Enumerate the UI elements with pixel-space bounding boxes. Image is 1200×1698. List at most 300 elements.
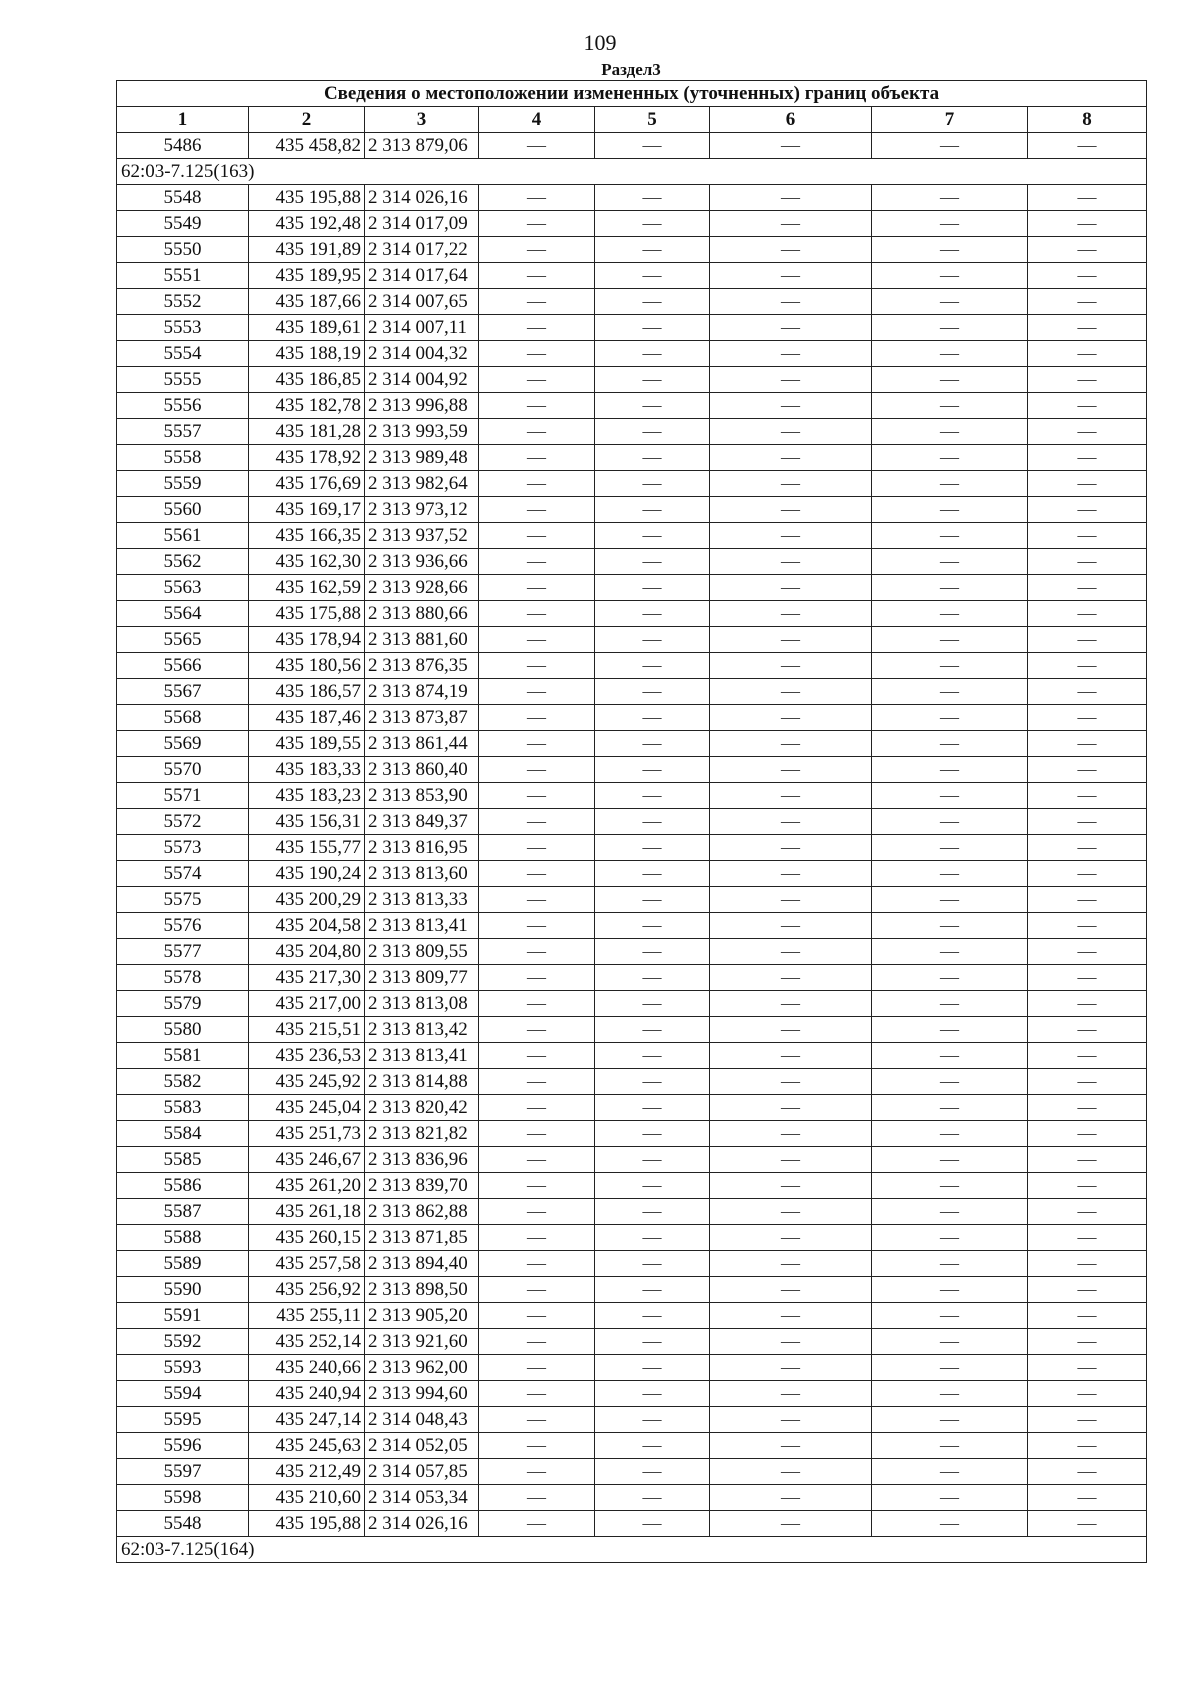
- table-row: [117, 705, 1147, 731]
- x-coordinate-cell: 435 162,30: [249, 549, 365, 575]
- empty-value-cell: —: [710, 835, 872, 861]
- table-row: [117, 679, 1147, 705]
- empty-value-cell: —: [1028, 575, 1147, 601]
- y-coordinate-cell: 2 313 973,12: [365, 497, 479, 523]
- empty-value-cell: —: [710, 1303, 872, 1329]
- point-number-cell: 5584: [117, 1121, 249, 1147]
- y-coordinate-cell: 2 314 017,64: [365, 263, 479, 289]
- empty-value-cell: —: [1028, 263, 1147, 289]
- empty-value-cell: —: [1028, 445, 1147, 471]
- empty-value-cell: —: [872, 1277, 1028, 1303]
- table-row: [117, 939, 1147, 965]
- empty-value-cell: —: [479, 341, 595, 367]
- empty-value-cell: —: [479, 523, 595, 549]
- empty-value-cell: —: [1028, 419, 1147, 445]
- y-coordinate-cell: 2 314 007,65: [365, 289, 479, 315]
- empty-value-cell: —: [872, 1381, 1028, 1407]
- point-number-cell: 5563: [117, 575, 249, 601]
- empty-value-cell: —: [1028, 523, 1147, 549]
- empty-value-cell: —: [1028, 887, 1147, 913]
- empty-value-cell: —: [872, 185, 1028, 211]
- empty-value-cell: —: [710, 133, 872, 159]
- y-coordinate-cell: 2 313 994,60: [365, 1381, 479, 1407]
- empty-value-cell: —: [1028, 367, 1147, 393]
- y-coordinate-cell: 2 313 880,66: [365, 601, 479, 627]
- empty-value-cell: —: [872, 861, 1028, 887]
- cadastral-group-label: 62:03-7.125(164): [117, 1537, 1147, 1563]
- boundary-coordinates-table: [116, 80, 1147, 1563]
- x-coordinate-cell: 435 192,48: [249, 211, 365, 237]
- empty-value-cell: —: [872, 315, 1028, 341]
- empty-value-cell: —: [479, 939, 595, 965]
- empty-value-cell: —: [479, 757, 595, 783]
- empty-value-cell: —: [710, 1485, 872, 1511]
- empty-value-cell: —: [1028, 1199, 1147, 1225]
- y-coordinate-cell: 2 313 814,88: [365, 1069, 479, 1095]
- empty-value-cell: —: [1028, 679, 1147, 705]
- y-coordinate-cell: 2 314 026,16: [365, 1511, 479, 1537]
- empty-value-cell: —: [710, 393, 872, 419]
- empty-value-cell: —: [1028, 731, 1147, 757]
- empty-value-cell: —: [1028, 1095, 1147, 1121]
- table-row: [117, 471, 1147, 497]
- x-coordinate-cell: 435 189,55: [249, 731, 365, 757]
- x-coordinate-cell: 435 255,11: [249, 1303, 365, 1329]
- x-coordinate-cell: 435 176,69: [249, 471, 365, 497]
- point-number-cell: 5581: [117, 1043, 249, 1069]
- empty-value-cell: —: [595, 1277, 710, 1303]
- x-coordinate-cell: 435 215,51: [249, 1017, 365, 1043]
- empty-value-cell: —: [872, 237, 1028, 263]
- empty-value-cell: —: [479, 575, 595, 601]
- table-row: [117, 861, 1147, 887]
- empty-value-cell: —: [479, 1251, 595, 1277]
- empty-value-cell: —: [872, 341, 1028, 367]
- y-coordinate-cell: 2 313 849,37: [365, 809, 479, 835]
- x-coordinate-cell: 435 200,29: [249, 887, 365, 913]
- y-coordinate-cell: 2 313 928,66: [365, 575, 479, 601]
- point-number-cell: 5561: [117, 523, 249, 549]
- table-row: [117, 549, 1147, 575]
- empty-value-cell: —: [872, 1511, 1028, 1537]
- empty-value-cell: —: [595, 835, 710, 861]
- empty-value-cell: —: [595, 471, 710, 497]
- empty-value-cell: —: [1028, 809, 1147, 835]
- column-header: 7: [872, 107, 1028, 133]
- point-number-cell: 5578: [117, 965, 249, 991]
- empty-value-cell: —: [479, 185, 595, 211]
- empty-value-cell: —: [710, 783, 872, 809]
- point-number-cell: 5560: [117, 497, 249, 523]
- table-row: [117, 1121, 1147, 1147]
- point-number-cell: 5555: [117, 367, 249, 393]
- empty-value-cell: —: [479, 705, 595, 731]
- y-coordinate-cell: 2 314 004,92: [365, 367, 479, 393]
- empty-value-cell: —: [710, 1199, 872, 1225]
- empty-value-cell: —: [595, 575, 710, 601]
- y-coordinate-cell: 2 314 007,11: [365, 315, 479, 341]
- x-coordinate-cell: 435 212,49: [249, 1459, 365, 1485]
- empty-value-cell: —: [872, 1355, 1028, 1381]
- x-coordinate-cell: 435 178,92: [249, 445, 365, 471]
- empty-value-cell: —: [710, 1225, 872, 1251]
- empty-value-cell: —: [1028, 653, 1147, 679]
- empty-value-cell: —: [872, 393, 1028, 419]
- x-coordinate-cell: 435 187,66: [249, 289, 365, 315]
- table-row: [117, 991, 1147, 1017]
- empty-value-cell: —: [872, 523, 1028, 549]
- empty-value-cell: —: [595, 1381, 710, 1407]
- empty-value-cell: —: [1028, 549, 1147, 575]
- empty-value-cell: —: [1028, 913, 1147, 939]
- point-number-cell: 5486: [117, 133, 249, 159]
- empty-value-cell: —: [872, 1017, 1028, 1043]
- empty-value-cell: —: [1028, 705, 1147, 731]
- empty-value-cell: —: [595, 757, 710, 783]
- empty-value-cell: —: [872, 1173, 1028, 1199]
- x-coordinate-cell: 435 189,95: [249, 263, 365, 289]
- empty-value-cell: —: [1028, 237, 1147, 263]
- empty-value-cell: —: [872, 497, 1028, 523]
- empty-value-cell: —: [595, 939, 710, 965]
- table-row: [117, 835, 1147, 861]
- y-coordinate-cell: 2 313 813,60: [365, 861, 479, 887]
- empty-value-cell: —: [479, 1277, 595, 1303]
- empty-value-cell: —: [1028, 471, 1147, 497]
- empty-value-cell: —: [710, 679, 872, 705]
- empty-value-cell: —: [710, 887, 872, 913]
- table-row: [117, 601, 1147, 627]
- point-number-cell: 5568: [117, 705, 249, 731]
- empty-value-cell: —: [710, 367, 872, 393]
- empty-value-cell: —: [479, 887, 595, 913]
- empty-value-cell: —: [1028, 939, 1147, 965]
- empty-value-cell: —: [710, 1433, 872, 1459]
- empty-value-cell: —: [479, 133, 595, 159]
- empty-value-cell: —: [479, 731, 595, 757]
- table-row: [117, 1433, 1147, 1459]
- empty-value-cell: —: [479, 471, 595, 497]
- empty-value-cell: —: [872, 133, 1028, 159]
- empty-value-cell: —: [1028, 861, 1147, 887]
- column-header: 3: [365, 107, 479, 133]
- empty-value-cell: —: [479, 549, 595, 575]
- empty-value-cell: —: [710, 1511, 872, 1537]
- column-header: 2: [249, 107, 365, 133]
- point-number-cell: 5582: [117, 1069, 249, 1095]
- table-row: [117, 211, 1147, 237]
- empty-value-cell: —: [872, 1199, 1028, 1225]
- empty-value-cell: —: [1028, 1043, 1147, 1069]
- empty-value-cell: —: [710, 809, 872, 835]
- empty-value-cell: —: [710, 419, 872, 445]
- empty-value-cell: —: [872, 965, 1028, 991]
- table-row: [117, 1173, 1147, 1199]
- x-coordinate-cell: 435 260,15: [249, 1225, 365, 1251]
- table-row: [117, 419, 1147, 445]
- empty-value-cell: —: [595, 913, 710, 939]
- y-coordinate-cell: 2 313 860,40: [365, 757, 479, 783]
- empty-value-cell: —: [595, 1199, 710, 1225]
- empty-value-cell: —: [710, 861, 872, 887]
- x-coordinate-cell: 435 182,78: [249, 393, 365, 419]
- empty-value-cell: —: [872, 1433, 1028, 1459]
- x-coordinate-cell: 435 210,60: [249, 1485, 365, 1511]
- empty-value-cell: —: [1028, 1251, 1147, 1277]
- empty-value-cell: —: [479, 1355, 595, 1381]
- empty-value-cell: —: [710, 1173, 872, 1199]
- empty-value-cell: —: [872, 653, 1028, 679]
- empty-value-cell: —: [1028, 1407, 1147, 1433]
- empty-value-cell: —: [479, 913, 595, 939]
- x-coordinate-cell: 435 186,57: [249, 679, 365, 705]
- empty-value-cell: —: [710, 1355, 872, 1381]
- column-header-row: [117, 107, 1147, 133]
- point-number-cell: 5587: [117, 1199, 249, 1225]
- empty-value-cell: —: [710, 1459, 872, 1485]
- empty-value-cell: —: [710, 1121, 872, 1147]
- empty-value-cell: —: [479, 315, 595, 341]
- x-coordinate-cell: 435 169,17: [249, 497, 365, 523]
- empty-value-cell: —: [595, 133, 710, 159]
- empty-value-cell: —: [595, 705, 710, 731]
- empty-value-cell: —: [479, 783, 595, 809]
- section-label: Раздел3: [601, 60, 661, 79]
- point-number-cell: 5586: [117, 1173, 249, 1199]
- y-coordinate-cell: 2 313 993,59: [365, 419, 479, 445]
- empty-value-cell: —: [1028, 393, 1147, 419]
- empty-value-cell: —: [595, 445, 710, 471]
- point-number-cell: 5548: [117, 185, 249, 211]
- column-header: 4: [479, 107, 595, 133]
- y-coordinate-cell: 2 313 921,60: [365, 1329, 479, 1355]
- point-number-cell: 5557: [117, 419, 249, 445]
- y-coordinate-cell: 2 314 026,16: [365, 185, 479, 211]
- empty-value-cell: —: [710, 1069, 872, 1095]
- empty-value-cell: —: [710, 523, 872, 549]
- empty-value-cell: —: [595, 965, 710, 991]
- empty-value-cell: —: [479, 601, 595, 627]
- y-coordinate-cell: 2 314 017,22: [365, 237, 479, 263]
- empty-value-cell: —: [479, 1121, 595, 1147]
- empty-value-cell: —: [872, 913, 1028, 939]
- empty-value-cell: —: [479, 653, 595, 679]
- table-row: [117, 1095, 1147, 1121]
- empty-value-cell: —: [872, 1485, 1028, 1511]
- y-coordinate-cell: 2 313 982,64: [365, 471, 479, 497]
- empty-value-cell: —: [710, 965, 872, 991]
- point-number-cell: 5580: [117, 1017, 249, 1043]
- empty-value-cell: —: [479, 1459, 595, 1485]
- empty-value-cell: —: [479, 1485, 595, 1511]
- point-number-cell: 5590: [117, 1277, 249, 1303]
- y-coordinate-cell: 2 313 874,19: [365, 679, 479, 705]
- table-row: [117, 627, 1147, 653]
- y-coordinate-cell: 2 313 989,48: [365, 445, 479, 471]
- empty-value-cell: —: [479, 679, 595, 705]
- point-number-cell: 5579: [117, 991, 249, 1017]
- empty-value-cell: —: [872, 1095, 1028, 1121]
- empty-value-cell: —: [872, 731, 1028, 757]
- table-row: [117, 913, 1147, 939]
- page-number: 109: [583, 30, 617, 55]
- table-row: [117, 1043, 1147, 1069]
- empty-value-cell: —: [710, 1277, 872, 1303]
- empty-value-cell: —: [1028, 1017, 1147, 1043]
- empty-value-cell: —: [710, 757, 872, 783]
- empty-value-cell: —: [1028, 497, 1147, 523]
- point-number-cell: 5593: [117, 1355, 249, 1381]
- x-coordinate-cell: 435 261,18: [249, 1199, 365, 1225]
- y-coordinate-cell: 2 313 813,33: [365, 887, 479, 913]
- empty-value-cell: —: [872, 1407, 1028, 1433]
- y-coordinate-cell: 2 313 898,50: [365, 1277, 479, 1303]
- table-row: [117, 393, 1147, 419]
- empty-value-cell: —: [872, 1459, 1028, 1485]
- y-coordinate-cell: 2 313 905,20: [365, 1303, 479, 1329]
- table-title-row: [117, 81, 1147, 107]
- empty-value-cell: —: [872, 1043, 1028, 1069]
- empty-value-cell: —: [872, 627, 1028, 653]
- empty-value-cell: —: [1028, 1511, 1147, 1537]
- empty-value-cell: —: [479, 445, 595, 471]
- empty-value-cell: —: [710, 653, 872, 679]
- y-coordinate-cell: 2 313 936,66: [365, 549, 479, 575]
- empty-value-cell: —: [710, 237, 872, 263]
- empty-value-cell: —: [1028, 1121, 1147, 1147]
- x-coordinate-cell: 435 189,61: [249, 315, 365, 341]
- empty-value-cell: —: [872, 705, 1028, 731]
- x-coordinate-cell: 435 180,56: [249, 653, 365, 679]
- cadastral-group-label: 62:03-7.125(163): [117, 159, 1147, 185]
- column-header: 8: [1028, 107, 1147, 133]
- empty-value-cell: —: [479, 237, 595, 263]
- table-row: [117, 1017, 1147, 1043]
- point-number-cell: 5566: [117, 653, 249, 679]
- empty-value-cell: —: [710, 315, 872, 341]
- empty-value-cell: —: [1028, 289, 1147, 315]
- empty-value-cell: —: [595, 861, 710, 887]
- empty-value-cell: —: [1028, 835, 1147, 861]
- empty-value-cell: —: [710, 1329, 872, 1355]
- table-title: Сведения о местоположении измененных (уточненных) границ объекта: [117, 81, 1147, 107]
- table-row: [117, 1147, 1147, 1173]
- empty-value-cell: —: [595, 1043, 710, 1069]
- empty-value-cell: —: [1028, 1433, 1147, 1459]
- point-number-cell: 5592: [117, 1329, 249, 1355]
- y-coordinate-cell: 2 314 004,32: [365, 341, 479, 367]
- table-row: [117, 575, 1147, 601]
- empty-value-cell: —: [595, 1095, 710, 1121]
- empty-value-cell: —: [1028, 211, 1147, 237]
- x-coordinate-cell: 435 217,30: [249, 965, 365, 991]
- empty-value-cell: —: [479, 991, 595, 1017]
- empty-value-cell: —: [479, 627, 595, 653]
- x-coordinate-cell: 435 186,85: [249, 367, 365, 393]
- empty-value-cell: —: [710, 445, 872, 471]
- empty-value-cell: —: [710, 1095, 872, 1121]
- x-coordinate-cell: 435 240,94: [249, 1381, 365, 1407]
- empty-value-cell: —: [1028, 1225, 1147, 1251]
- x-coordinate-cell: 435 156,31: [249, 809, 365, 835]
- table-row: [117, 341, 1147, 367]
- column-header: 5: [595, 107, 710, 133]
- empty-value-cell: —: [479, 1069, 595, 1095]
- empty-value-cell: —: [479, 1095, 595, 1121]
- point-number-cell: 5552: [117, 289, 249, 315]
- empty-value-cell: —: [479, 393, 595, 419]
- empty-value-cell: —: [595, 1433, 710, 1459]
- empty-value-cell: —: [479, 1511, 595, 1537]
- y-coordinate-cell: 2 313 809,55: [365, 939, 479, 965]
- empty-value-cell: —: [710, 601, 872, 627]
- empty-value-cell: —: [1028, 1459, 1147, 1485]
- empty-value-cell: —: [595, 1251, 710, 1277]
- table-row: [117, 653, 1147, 679]
- x-coordinate-cell: 435 251,73: [249, 1121, 365, 1147]
- point-number-cell: 5554: [117, 341, 249, 367]
- table-row: [117, 445, 1147, 471]
- group-row: [117, 159, 1147, 185]
- empty-value-cell: —: [595, 341, 710, 367]
- empty-value-cell: —: [872, 783, 1028, 809]
- x-coordinate-cell: 435 245,04: [249, 1095, 365, 1121]
- y-coordinate-cell: 2 313 879,06: [365, 133, 479, 159]
- point-number-cell: 5575: [117, 887, 249, 913]
- empty-value-cell: —: [710, 627, 872, 653]
- table-row: [117, 1407, 1147, 1433]
- empty-value-cell: —: [710, 705, 872, 731]
- y-coordinate-cell: 2 313 881,60: [365, 627, 479, 653]
- empty-value-cell: —: [595, 601, 710, 627]
- empty-value-cell: —: [595, 653, 710, 679]
- table-row: [117, 965, 1147, 991]
- empty-value-cell: —: [872, 1147, 1028, 1173]
- point-number-cell: 5567: [117, 679, 249, 705]
- empty-value-cell: —: [595, 887, 710, 913]
- empty-value-cell: —: [872, 1121, 1028, 1147]
- empty-value-cell: —: [479, 289, 595, 315]
- empty-value-cell: —: [872, 575, 1028, 601]
- point-number-cell: 5596: [117, 1433, 249, 1459]
- empty-value-cell: —: [872, 367, 1028, 393]
- empty-value-cell: —: [1028, 965, 1147, 991]
- y-coordinate-cell: 2 313 871,85: [365, 1225, 479, 1251]
- empty-value-cell: —: [479, 1433, 595, 1459]
- empty-value-cell: —: [595, 497, 710, 523]
- empty-value-cell: —: [1028, 601, 1147, 627]
- x-coordinate-cell: 435 217,00: [249, 991, 365, 1017]
- point-number-cell: 5576: [117, 913, 249, 939]
- point-number-cell: 5594: [117, 1381, 249, 1407]
- x-coordinate-cell: 435 181,28: [249, 419, 365, 445]
- point-number-cell: 5548: [117, 1511, 249, 1537]
- x-coordinate-cell: 435 257,58: [249, 1251, 365, 1277]
- column-header: 1: [117, 107, 249, 133]
- y-coordinate-cell: 2 313 816,95: [365, 835, 479, 861]
- empty-value-cell: —: [710, 263, 872, 289]
- empty-value-cell: —: [710, 549, 872, 575]
- empty-value-cell: —: [479, 965, 595, 991]
- point-number-cell: 5549: [117, 211, 249, 237]
- empty-value-cell: —: [872, 679, 1028, 705]
- point-number-cell: 5585: [117, 1147, 249, 1173]
- point-number-cell: 5574: [117, 861, 249, 887]
- empty-value-cell: —: [479, 419, 595, 445]
- table-row: [117, 1277, 1147, 1303]
- empty-value-cell: —: [479, 211, 595, 237]
- empty-value-cell: —: [1028, 1147, 1147, 1173]
